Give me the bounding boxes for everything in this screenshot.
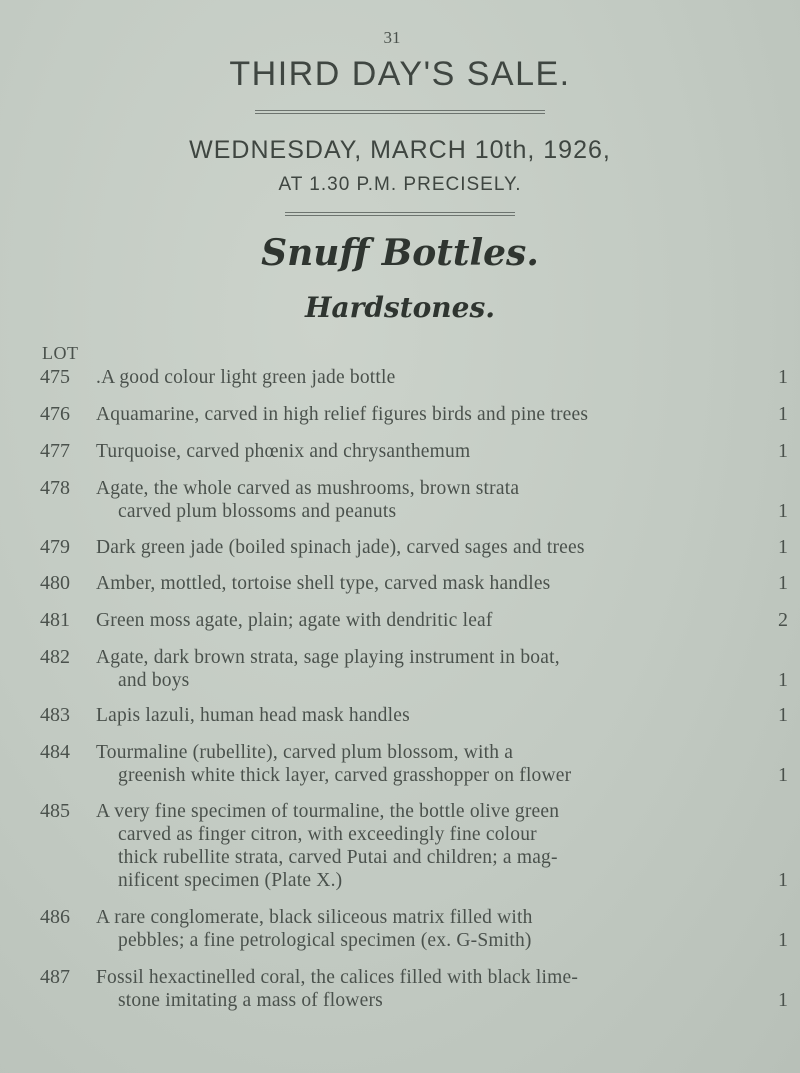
lot-description-line: pebbles; a fine petrological specimen (ex. G-Smith) <box>118 930 532 951</box>
lot-description-line: Agate, dark brown strata, sage playing instrument in boat, <box>96 647 560 668</box>
lot-description-line: Amber, mottled, tortoise shell type, carved mask handles <box>96 573 551 594</box>
lot-description <box>96 536 736 559</box>
sale-date: WEDNESDAY, MARCH 10th, 1926, <box>189 136 611 164</box>
lot-description-line: carved plum blossoms and peanuts <box>118 501 397 522</box>
lot-description <box>96 440 736 463</box>
time-rule <box>285 212 515 213</box>
lot-description-line: Tourmaline (rubellite), carved plum blossom, with a <box>96 742 514 763</box>
lot-column-header: LOT <box>42 343 79 363</box>
page-number: 31 <box>383 28 401 47</box>
lot-description <box>96 741 736 787</box>
lot-description-line: carved as finger citron, with exceedingly fine colour <box>118 824 537 845</box>
lot-quantity: 1 <box>778 669 788 691</box>
lot-number: 487 <box>40 966 70 988</box>
lot-description-line: nificent specimen (Plate X.) <box>118 870 343 891</box>
lot-quantity: 2 <box>778 609 788 631</box>
lot-description-line: Green moss agate, plain; agate with dendritic leaf <box>96 610 493 631</box>
lot-description <box>96 906 736 952</box>
sale-time: AT 1.30 P.M. PRECISELY. <box>278 174 522 195</box>
lot-description-line: stone imitating a mass of flowers <box>118 990 383 1011</box>
lot-description-line: Turquoise, carved phœnix and chrysanthemum <box>96 441 471 462</box>
lot-description <box>96 800 736 892</box>
lot-description <box>96 646 736 692</box>
lot-description-line: Lapis lazuli, human head mask handles <box>96 705 410 726</box>
lot-description <box>96 477 736 523</box>
lot-description <box>96 403 736 426</box>
subsection-title: Hardstones. <box>305 291 495 324</box>
time-rule-lower <box>285 215 515 216</box>
title-rule <box>255 110 545 111</box>
lot-number: 482 <box>40 646 70 668</box>
lot-description-line: A rare conglomerate, black siliceous matrix filled with <box>96 907 533 928</box>
lot-number: 485 <box>40 800 70 822</box>
lot-description-line: .A good colour light green jade bottle <box>96 367 396 388</box>
lot-description-line: Dark green jade (boiled spinach jade), carved sages and trees <box>96 537 585 558</box>
lot-number: 486 <box>40 906 70 928</box>
lot-description <box>96 572 736 595</box>
lot-quantity: 1 <box>778 572 788 594</box>
lot-description-line: and boys <box>118 670 190 691</box>
lot-quantity: 1 <box>778 989 788 1011</box>
lot-number: 484 <box>40 741 70 763</box>
lot-description <box>96 966 736 1012</box>
lot-number: 479 <box>40 536 70 558</box>
lot-quantity: 1 <box>778 403 788 425</box>
lot-quantity: 1 <box>778 869 788 891</box>
lot-description-line: Fossil hexactinelled coral, the calices filled with black lime- <box>96 967 579 988</box>
lot-description-line: greenish white thick layer, carved grasshopper on flower <box>118 765 572 786</box>
sale-title: THIRD DAY'S SALE. <box>229 55 571 93</box>
lot-number: 481 <box>40 609 70 631</box>
lot-description-line: thick rubellite strata, carved Putai and children; a mag- <box>118 847 558 868</box>
lot-quantity: 1 <box>778 536 788 558</box>
lot-number: 480 <box>40 572 70 594</box>
lot-number: 475 <box>40 366 70 388</box>
lot-number: 478 <box>40 477 70 499</box>
lot-quantity: 1 <box>778 440 788 462</box>
lot-quantity: 1 <box>778 500 788 522</box>
lot-number: 477 <box>40 440 70 462</box>
title-rule-lower <box>255 113 545 114</box>
lot-description-line: Aquamarine, carved in high relief figures birds and pine trees <box>96 404 589 425</box>
lot-quantity: 1 <box>778 366 788 388</box>
lot-description <box>96 609 736 632</box>
lot-quantity: 1 <box>778 704 788 726</box>
section-title: Snuff Bottles. <box>261 232 539 274</box>
lot-number: 476 <box>40 403 70 425</box>
lot-quantity: 1 <box>778 764 788 786</box>
lot-number: 483 <box>40 704 70 726</box>
lot-description-line: Agate, the whole carved as mushrooms, brown strata <box>96 478 520 499</box>
lot-description <box>96 704 736 727</box>
lot-description-line: A very fine specimen of tourmaline, the bottle olive green <box>96 801 560 822</box>
lot-quantity: 1 <box>778 929 788 951</box>
lot-description <box>96 366 736 389</box>
